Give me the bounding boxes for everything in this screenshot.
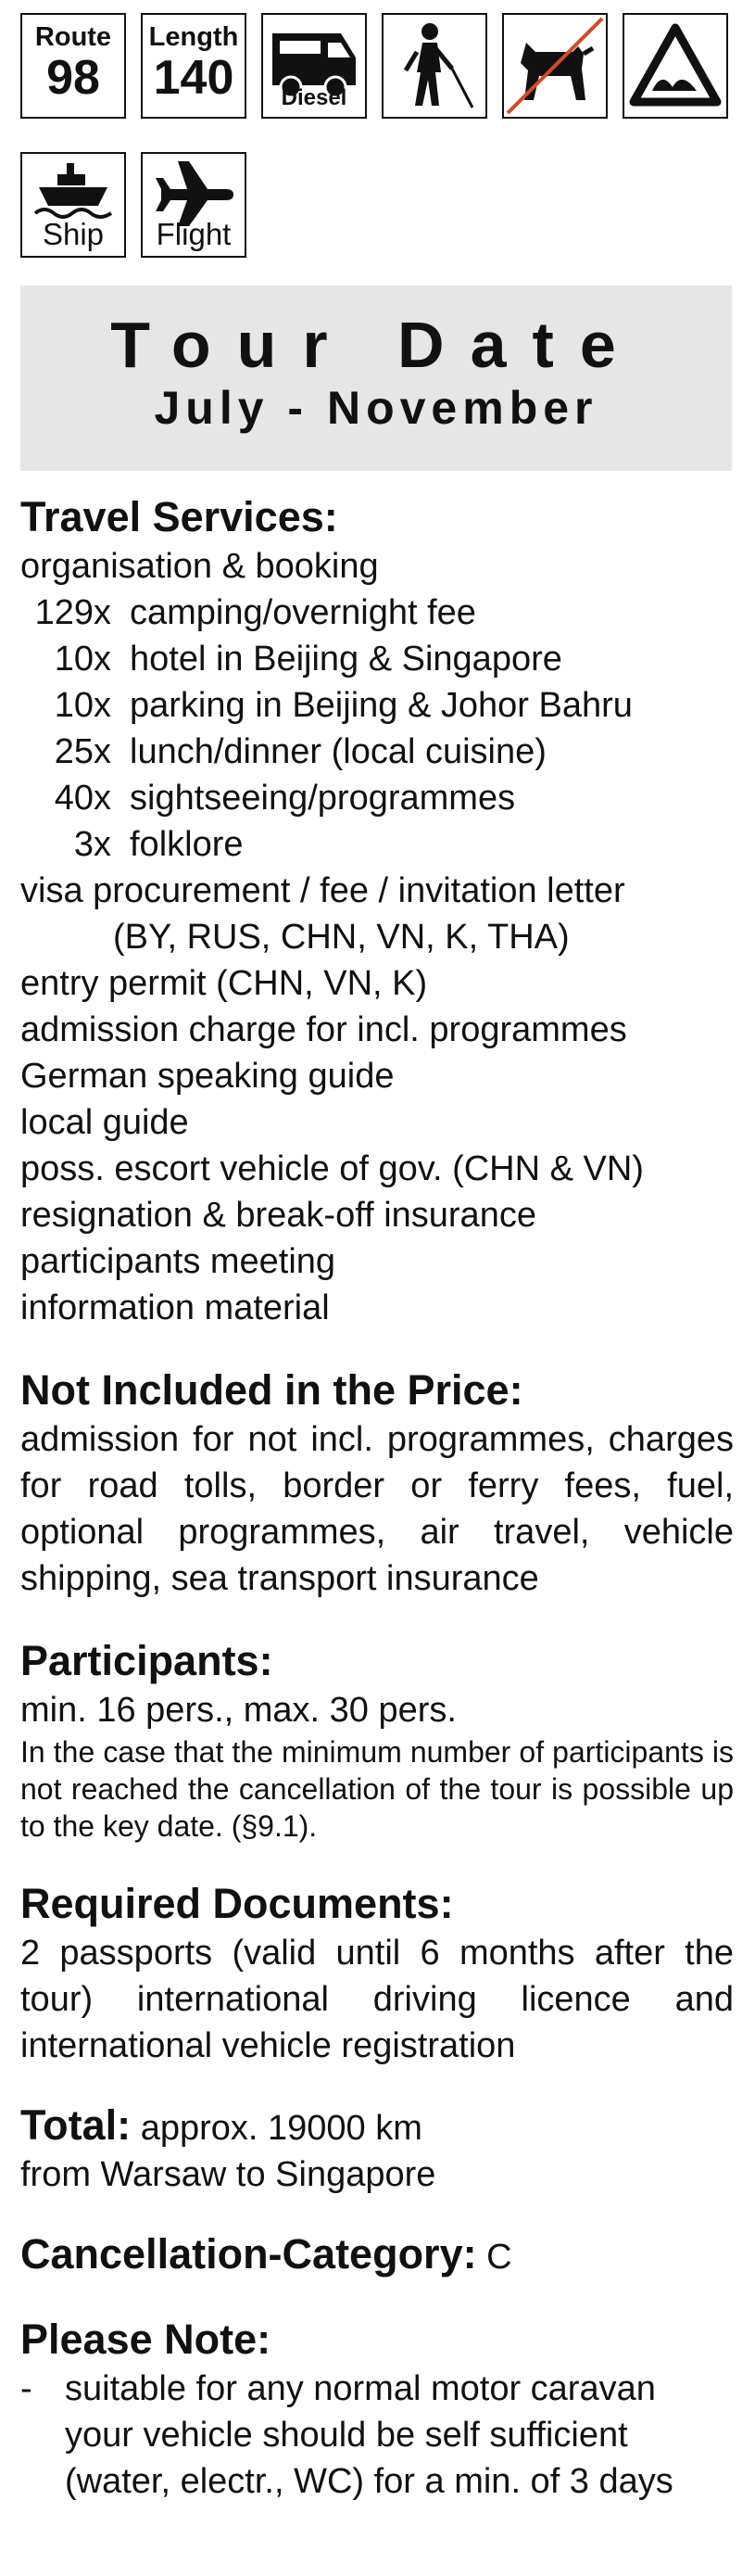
visa-countries: (BY, RUS, CHN, VN, K, THA) [113,918,570,957]
total-route: from Warsaw to Singapore [20,2155,436,2194]
total-section [20,2102,734,2198]
hiker-icon [384,15,485,117]
tour-date-range: July - November [154,382,598,434]
service-item: resignation & break-off insurance [20,1196,536,1235]
no-dogs-badge [502,13,608,119]
route-number: 98 [46,51,100,105]
not-included-heading: Not Included in the Price: [20,1366,523,1414]
service-count: 129x [34,593,111,632]
note-line: suitable for any normal motor caravan [65,2369,656,2408]
rough-road-warning-icon [624,15,726,117]
service-text: lunch/dinner (local cuisine) [130,732,547,771]
note-line: (water, electr., WC) for a min. of 3 days [65,2462,673,2501]
tour-date-banner [20,286,732,471]
participants-note: In the case that the minimum number of participants is not reached the cancellation of the tour is possible up to the key date. (§9.1). [20,1735,734,1843]
service-count: 3x [73,825,111,864]
service-item: participants meeting [20,1242,336,1281]
service-row [20,590,734,636]
service-text: parking in Beijing & Johor Bahru [130,686,633,725]
ship-label: Ship [42,217,105,251]
service-text: sightseeing/programmes [130,779,516,818]
service-text: folklore [130,825,244,864]
note-section [20,2314,734,2505]
length-badge [141,13,246,119]
tour-date-title: Tour Date [110,309,642,381]
service-row [20,821,734,868]
cancellation-section [20,2231,734,2280]
road-warning-badge [623,13,728,119]
flight-label: Flight [156,217,232,251]
service-row [20,775,734,821]
participants-range: min. 16 pers., max. 30 pers. [20,1691,457,1730]
participants-section [20,1635,734,1845]
documents-section [20,1878,734,2069]
note-item [20,2366,734,2505]
length-number: 140 [153,51,234,105]
service-row [20,729,734,775]
note-heading: Please Note: [20,2316,271,2363]
travel-services-heading: Travel Services: [20,493,338,540]
total-distance: approx. 19000 km [140,2109,422,2148]
total-label: Total: [20,2101,132,2149]
route-label: Route [34,22,112,52]
service-item: poss. escort vehicle of gov. (CHN & VN) [20,1149,644,1188]
fuel-label: Diesel [281,85,347,110]
note-line: your vehicle should be self sufficient [65,2416,628,2455]
service-item: local guide [20,1103,189,1142]
cancellation-category: C [486,2238,512,2277]
visa-line: visa procurement / fee / invitation letter [20,871,625,910]
tour-details [20,491,734,2538]
service-row [20,682,734,729]
service-item: German speaking guide [20,1057,395,1096]
motorhome-badge [261,13,367,119]
travel-services-section [20,491,734,1331]
no-dogs-icon [504,15,606,117]
service-row [20,636,734,682]
note-dash: - [20,2369,32,2408]
length-label: Length [148,22,239,52]
service-text: camping/overnight fee [130,593,476,632]
documents-text: 2 passports (valid until 6 months after the tour) international driving licence and international vehicle registration [20,1934,734,2065]
service-item: information material [20,1288,330,1327]
cancellation-label: Cancellation-Category: [20,2230,477,2278]
service-text: hotel in Beijing & Singapore [130,640,562,679]
service-item: admission charge for incl. programmes [20,1010,627,1049]
not-included-section [20,1364,734,1602]
not-included-text: admission for not incl. programmes, charges for road tolls, border or ferry fees, fuel, optional programmes, air travel, vehicle shipping, sea transport insurance [20,1420,734,1598]
service-count: 10x [54,686,111,725]
route-badge [20,13,126,119]
flight-badge [141,152,246,258]
service-intro: organisation & booking [20,547,379,586]
documents-heading: Required Documents: [20,1880,454,1927]
participants-heading: Participants: [20,1637,273,1684]
service-count: 10x [54,640,111,679]
service-count: 40x [54,779,111,818]
service-item: entry permit (CHN, VN, K) [20,964,428,1003]
hiker-badge [382,13,487,119]
service-count: 25x [54,732,111,771]
ship-badge [20,152,126,258]
